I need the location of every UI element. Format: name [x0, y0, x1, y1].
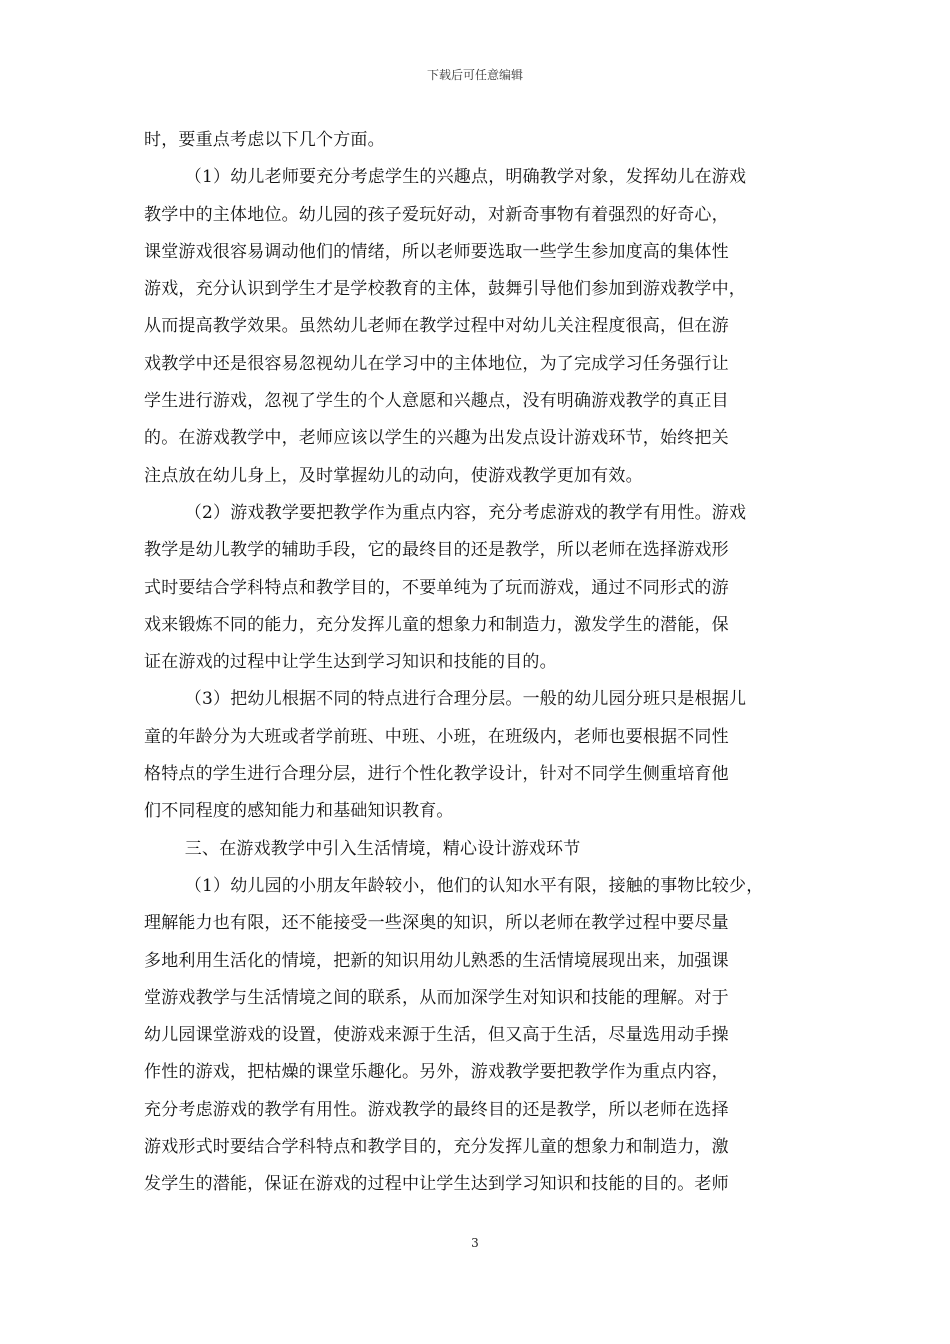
text-line: 多地利用生活化的情境，把新的知识用幼儿熟悉的生活情境展现出来，加强课	[144, 950, 729, 971]
text-line: 游戏，充分认识到学生才是学校教育的主体，鼓舞引导他们参加到游戏教学中，	[144, 279, 746, 300]
text-line: （2）游戏教学要把教学作为重点内容，充分考虑游戏的教学有用性。游戏	[184, 502, 747, 523]
text-line: 戏教学中还是很容易忽视幼儿在学习中的主体地位，为了完成学习任务强行让	[144, 353, 729, 374]
page-number: 3	[471, 1236, 479, 1250]
paragraph	[144, 122, 810, 159]
text-line: 从而提高教学效果。虽然幼儿老师在教学过程中对幼儿关注程度很高，但在游	[144, 316, 729, 337]
text-line: 作性的游戏，把枯燥的课堂乐趣化。另外，游戏教学要把教学作为重点内容，	[144, 1062, 729, 1083]
text-line: 证在游戏的过程中让学生达到学习知识和技能的目的。	[144, 652, 557, 673]
text-line: 格特点的学生进行合理分层，进行个性化教学设计，针对不同学生侧重培育他	[144, 764, 729, 785]
text-line: （3）把幼儿根据不同的特点进行合理分层。一般的幼儿园分班只是根据儿	[184, 689, 747, 710]
text-line: 发学生的潜能，保证在游戏的过程中让学生达到学习知识和技能的目的。老师	[144, 1174, 729, 1195]
text-line: 式时要结合学科特点和教学目的，不要单纯为了玩而游戏，通过不同形式的游	[144, 577, 729, 598]
text-line: 三、在游戏教学中引入生活情境，精心设计游戏环节	[184, 838, 581, 859]
text-line: 的。在游戏教学中，老师应该以学生的兴趣为出发点设计游戏环节，始终把关	[144, 428, 729, 449]
text-line: （1）幼儿老师要充分考虑学生的兴趣点，明确教学对象，发挥幼儿在游戏	[184, 167, 747, 188]
text-line: 游戏形式时要结合学科特点和教学目的，充分发挥儿童的想象力和制造力，激	[144, 1137, 729, 1158]
document-body	[144, 122, 810, 1204]
paragraph	[144, 831, 810, 868]
page-header: 下载后可任意编辑	[426, 68, 523, 82]
text-line: 们不同程度的感知能力和基础知识教育。	[144, 801, 454, 822]
text-line: 学生进行游戏，忽视了学生的个人意愿和兴趣点，没有明确游戏教学的真正目	[144, 391, 729, 412]
text-line: （1）幼儿园的小朋友年龄较小，他们的认知水平有限，接触的事物比较少，	[184, 875, 764, 896]
text-line: 堂游戏教学与生活情境之间的联系，从而加深学生对知识和技能的理解。对于	[144, 987, 729, 1008]
text-line: 课堂游戏很容易调动他们的情绪，所以老师要选取一些学生参加度高的集体性	[144, 241, 729, 262]
text-line: 教学中的主体地位。幼儿园的孩子爱玩好动，对新奇事物有着强烈的好奇心，	[144, 204, 729, 225]
text-line: 童的年龄分为大班或者学前班、中班、小班，在班级内，老师也要根据不同性	[144, 726, 729, 747]
text-line: 注点放在幼儿身上，及时掌握幼儿的动向，使游戏教学更加有效。	[144, 465, 643, 486]
text-line: 充分考虑游戏的教学有用性。游戏教学的最终目的还是教学，所以老师在选择	[144, 1099, 729, 1120]
text-line: 幼儿园课堂游戏的设置，使游戏来源于生活，但又高于生活，尽量选用动手操	[144, 1025, 729, 1046]
paragraph	[144, 159, 810, 495]
text-line: 时，要重点考虑以下几个方面。	[144, 130, 385, 150]
paragraph	[144, 495, 810, 681]
paragraph	[144, 868, 810, 1204]
text-line: 戏来锻炼不同的能力，充分发挥儿童的想象力和制造力，激发学生的潜能，保	[144, 614, 729, 635]
text-line: 理解能力也有限，还不能接受一些深奥的知识，所以老师在教学过程中要尽量	[144, 913, 729, 934]
paragraph	[144, 681, 810, 830]
text-line: 教学是幼儿教学的辅助手段，它的最终目的还是教学，所以老师在选择游戏形	[144, 540, 729, 561]
